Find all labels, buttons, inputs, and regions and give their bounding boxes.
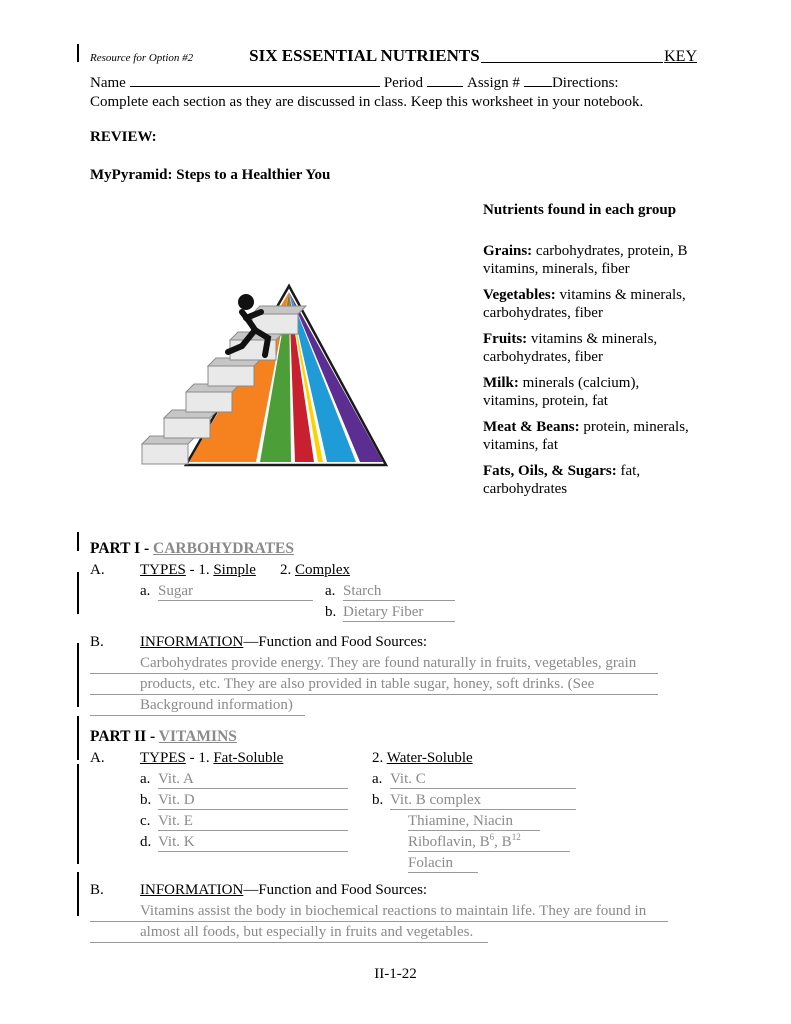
nutrient-group-vegetables (483, 286, 697, 322)
group-text: vitamins & minerals, carbohydrates, fiber (483, 331, 658, 365)
nutrient-group-fats-oils-sugars (483, 462, 697, 498)
riboflavin-text: Riboflavin, B (408, 834, 490, 850)
pyramid-title: MyPyramid: Steps to a Healthier You (90, 167, 331, 183)
information-rest: —Function and Food Sources: (243, 634, 428, 650)
information-rest: —Function and Food Sources: (243, 882, 428, 898)
part2-answer-line1[interactable]: Vitamins assist the body in biochemical reactions to maintain life. They are found in (90, 901, 668, 922)
nutrient-group-grains (483, 242, 697, 278)
item-prefix: a. (140, 771, 151, 787)
types-label: TYPES (140, 750, 186, 766)
part2-information-line (90, 880, 697, 901)
change-bar (77, 872, 79, 916)
part1-heading-answer: CARBOHYDRATES (153, 540, 294, 557)
part2-heading (90, 726, 697, 748)
nutrient-group-milk (483, 374, 697, 410)
group-label: Fruits: (483, 331, 528, 347)
part2-types-line (90, 748, 697, 769)
types-sep: - (185, 562, 199, 578)
right-item (408, 853, 478, 874)
assign-label: Assign # (467, 75, 520, 91)
change-bar (77, 572, 79, 614)
group-label: Grains: (483, 243, 533, 259)
item-prefix: c. (140, 813, 151, 829)
type1-label: Simple (213, 562, 256, 578)
page-content (90, 44, 697, 943)
header-row (90, 44, 697, 66)
change-bar (77, 764, 79, 864)
nutrients-heading: Nutrients found in each group (483, 202, 677, 218)
information-label: INFORMATION (140, 882, 244, 898)
right-item (408, 811, 540, 832)
directions-label: Directions: (551, 75, 619, 91)
pyramid-cell (90, 192, 483, 506)
item-prefix: d. (140, 834, 152, 850)
answer-blank-dietary-fiber[interactable]: Dietary Fiber (343, 602, 455, 622)
part1-information-line (90, 632, 697, 653)
answer-blank-vit-a[interactable]: Vit. A (158, 769, 348, 789)
name-line (90, 71, 697, 92)
answer-blank-vit-b-complex[interactable]: Vit. B complex (390, 790, 576, 810)
group-label: Vegetables: (483, 287, 556, 303)
assign-blank-field[interactable] (524, 71, 552, 87)
item-letter-b: B. (90, 634, 104, 650)
part2-answer-line2[interactable]: almost all foods, but especially in fruits and vegetables. (90, 922, 488, 943)
group-label: Fats, Oils, & Sugars: (483, 463, 617, 479)
answer-blank-starch[interactable]: Starch (343, 581, 455, 601)
answer-blank-vit-c[interactable]: Vit. C (390, 769, 576, 789)
directions-text: Complete each section as they are discussed in class. Keep this worksheet in your notebook. (90, 94, 644, 110)
group-text: vitamins & minerals, carbohydrates, fiber (483, 287, 686, 321)
nutrients-column (483, 192, 697, 506)
answer-blank-vit-e[interactable]: Vit. E (158, 811, 348, 831)
answer-blank-riboflavin[interactable] (408, 832, 570, 852)
right-item (408, 832, 570, 853)
item-prefix: a. (372, 771, 383, 787)
part2-heading-answer: VITAMINS (158, 728, 237, 745)
review-columns (90, 192, 697, 506)
answer-blank-vit-d[interactable]: Vit. D (158, 790, 348, 810)
answer-blank-sugar[interactable]: Sugar (158, 581, 313, 601)
item-prefix: b. (372, 792, 384, 808)
resource-note: Resource for Option #2 (90, 52, 194, 64)
item-prefix: a. (325, 583, 336, 599)
title-underline (481, 59, 663, 63)
part2-vit-row2 (90, 790, 697, 811)
change-bar (77, 716, 79, 760)
group-text: protein, minerals, vitamins, fat (483, 419, 689, 453)
right-item (325, 581, 455, 602)
type2-group (372, 748, 473, 769)
right-item (372, 790, 576, 811)
part1-answer-line1[interactable]: Carbohydrates provide energy. They are found naturally in fruits, vegetables, grain (90, 653, 658, 674)
item-prefix: b. (325, 604, 337, 620)
right-item (325, 602, 455, 623)
group-label: Milk: (483, 375, 519, 391)
type2-label: Complex (295, 562, 350, 578)
riboflavin-sup-12: 12 (511, 832, 521, 842)
part1-types-line (90, 560, 697, 581)
type1-number: 1. (198, 562, 214, 578)
nutrient-group-fruits (483, 330, 697, 366)
part1-items-row1 (90, 581, 697, 602)
part2-vit-row1 (90, 769, 697, 790)
right-item (372, 769, 576, 790)
item-prefix: b. (140, 792, 152, 808)
item-letter-a: A. (90, 562, 105, 578)
part2-vit-row3 (90, 811, 697, 832)
type1-number: 1. (198, 750, 214, 766)
group-label: Meat & Beans: (483, 419, 580, 435)
period-label: Period (383, 75, 423, 91)
part2-vit-row4 (90, 832, 697, 853)
group-text: minerals (calcium), vitamins, protein, fat (483, 375, 640, 409)
answer-blank-vit-k[interactable]: Vit. K (158, 832, 348, 852)
type2-group (280, 560, 350, 581)
part1-answer-line2[interactable]: products, etc. They are also provided in table sugar, honey, soft drinks. (See (90, 674, 658, 695)
type2-number: 2. (280, 562, 295, 578)
answer-blank-folacin[interactable]: Folacin (408, 853, 478, 873)
group-text: carbohydrates, protein, B vitamins, minerals, fiber (483, 243, 688, 277)
name-blank-field[interactable] (130, 71, 380, 87)
item-letter-b: B. (90, 882, 104, 898)
types-sep: - (185, 750, 199, 766)
part1-heading-prefix: PART I - (90, 540, 154, 557)
change-bar (77, 44, 79, 62)
riboflavin-text: , B (494, 834, 512, 850)
part2-heading-prefix: PART II - (90, 728, 159, 745)
nutrient-group-meat-beans (483, 418, 697, 454)
types-label: TYPES (140, 562, 186, 578)
change-bar (77, 643, 79, 707)
key-label: KEY (664, 48, 697, 65)
answer-blank-thiamine-niacin[interactable]: Thiamine, Niacin (408, 811, 540, 831)
review-heading: REVIEW: (90, 129, 157, 145)
riboflavin-sup-6: 6 (489, 832, 495, 842)
item-prefix: a. (140, 583, 151, 599)
group-text: fat, carbohydrates (483, 463, 641, 497)
mypyramid-graphic (134, 278, 434, 478)
type2-number: 2. (372, 750, 387, 766)
change-bar (77, 532, 79, 551)
part1-items-row2 (90, 602, 697, 623)
page-number: II-1-22 (374, 966, 417, 982)
page-title: SIX ESSENTIAL NUTRIENTS (249, 46, 480, 65)
part1-answer-line3[interactable]: Background information) (90, 695, 305, 716)
information-label: INFORMATION (140, 634, 244, 650)
type2-label: Water-Soluble (386, 750, 473, 766)
period-blank-field[interactable] (427, 71, 463, 87)
part2-vit-row5 (90, 853, 697, 874)
name-label: Name (90, 75, 126, 91)
item-letter-a: A. (90, 750, 105, 766)
part1-heading (90, 538, 697, 560)
type1-label: Fat-Soluble (213, 750, 284, 766)
